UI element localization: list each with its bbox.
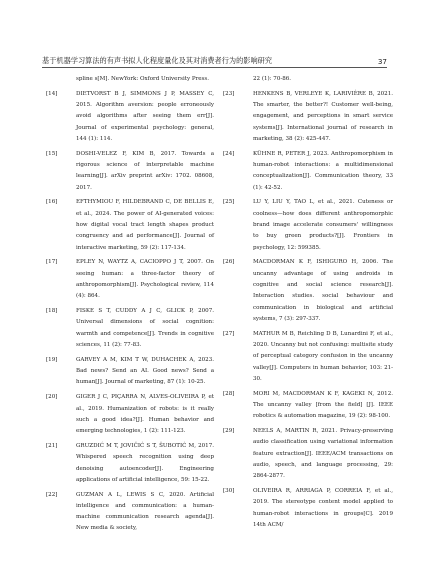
reference-text: EPLEY N, WAYTZ A, CACIOPPO J T, 2007. On seeing human: a three-factor theory of anthropomorphism[J]. Psychological review, 114 (4): 864. <box>76 259 214 300</box>
running-header <box>42 50 387 66</box>
reference-number: [26] <box>223 259 235 266</box>
reference-number: [24] <box>223 150 235 157</box>
reference-entry <box>223 257 393 325</box>
reference-number: [28] <box>223 390 235 397</box>
reference-entry <box>46 74 214 85</box>
reference-text: GRUZDIĆ M T, JOVIČIĆ S T, ŠUBOTIĆ M, 2017. Whispered speech recognition using deep denoising autoencoder[J]. Engineering applications of artificial intelligence, 59: 15-22. <box>76 442 214 483</box>
reference-number: [15] <box>46 150 58 157</box>
reference-text: MACDORMAN K F, ISHIGURO H, 2006. The uncanny advantage of using androids in cognitive and social science research[J]. Interaction studies. social behaviour and communication in biological and artificial systems, 7 (3): 297-337. <box>253 259 393 322</box>
reference-entry <box>223 197 393 253</box>
reference-entry <box>223 74 393 85</box>
reference-entry <box>223 329 393 385</box>
reference-entry <box>46 490 214 535</box>
page-number: 37 <box>377 57 387 66</box>
reference-entry <box>223 149 393 194</box>
reference-text: HENKENS B, VERLEYE K, LARIVIÈRE B, 2021. The smarter, the better?! Customer well-being, engagement, and perceptions in smart service systems[J]. International journal of research in marketing, 38 (2): 425-447. <box>253 90 393 142</box>
reference-number: [23] <box>223 90 235 97</box>
reference-number: [27] <box>223 330 235 337</box>
reference-text: DIETVORST B J, SIMMONS J P, MASSEY C, 2015. Algorithm aversion: people erroneously avoid algorithms after seeing them err[J]. Journal of experimental psychology: general, 144 (1): 114. <box>76 90 214 142</box>
reference-text: GARVEY A M, KIM T W, DUHACHEK A, 2023. Bad news? Send an AI. Good news? Send a human[J]. Journal of marketing, 87 (1): 10-25. <box>76 356 214 386</box>
reference-text: LU Y, LIU Y, TAO L, et al., 2021. Cuteness or coolness—how does different anthropomorphic brand image accelerate consumers' willingness to buy green products?[J]. Frontiers in psychology, 12: 599385. <box>253 199 393 251</box>
reference-number: [18] <box>46 308 58 315</box>
running-title: 基于机器学习算法的有声书拟人化程度量化及其对消费者行为的影响研究 <box>42 56 273 65</box>
reference-entry <box>223 389 393 423</box>
references-left-column <box>46 74 214 538</box>
reference-text: MATHUR M B, Reichling D B, Lunardini F, et al., 2020. Uncanny but not confusing: multisite study of perceptual category confusion in the uncanny valley[J]. Computers in human behavior, 103: 21-30. <box>253 330 393 382</box>
reference-text: GIGER J C, PIÇARRA N, ALVES-OLIVEIRA P, et al., 2019. Humanization of robots: is it really such a good idea?[J]. Human behavior and emerging technologies, 1 (2): 111-123. <box>76 394 214 435</box>
reference-entry <box>46 392 214 437</box>
reference-number: [14] <box>46 90 58 97</box>
reference-text: FISKE S T, CUDDY A J C, GLICK P, 2007. Universal dimensions of social cognition: warmth and competence[J]. Trends in cognitive sciences, 11 (2): 77-83. <box>76 308 214 349</box>
reference-number: [30] <box>223 488 235 495</box>
reference-entry <box>46 441 214 486</box>
reference-text: spline s[M]. NewYork: Oxford University Press. <box>76 76 209 82</box>
reference-entry <box>223 486 393 531</box>
reference-number: [16] <box>46 199 58 206</box>
reference-number: [22] <box>46 491 58 498</box>
reference-entry <box>223 426 393 482</box>
references-right-column <box>223 74 393 535</box>
reference-entry <box>46 197 214 253</box>
reference-entry <box>46 257 214 302</box>
reference-entry <box>46 355 214 389</box>
reference-entry <box>223 89 393 145</box>
header-rule <box>42 67 387 68</box>
reference-number: [21] <box>46 442 58 449</box>
reference-number: [29] <box>223 428 235 435</box>
reference-number: [25] <box>223 199 235 206</box>
reference-text: MORI M, MACDORMAN K F, KAGEKI N, 2012. The uncanny valley [from the field] [J]. IEEE robotics & automation magazine, 19 (2): 98-100. <box>253 390 393 420</box>
reference-text: GUZMAN A L, LEWIS S C, 2020. Artificial intelligence and communication: a human-machine communication research agenda[J]. New media & society, <box>76 491 214 532</box>
reference-text: NEELS A, MARTIN R, 2021. Privacy-preserving audio classification using variational information feature extraction[J]. IEEE/ACM transactions on audio, speech, and language processing, 29: 2864-2877. <box>253 428 393 480</box>
reference-text: DOSHI-VELEZ F, KIM B, 2017. Towards a rigorous science of interpretable machine learning[J]. arXiv preprint arXiv: 1702. 08608, 2017. <box>76 150 214 191</box>
reference-text: KÜHNE R, PETER J, 2023. Anthropomorphism in human-robot interactions: a multidimensional conceptualization[J]. Communication theory, 33 (1): 42-52. <box>253 150 393 191</box>
reference-number: [20] <box>46 394 58 401</box>
reference-entry <box>46 306 214 351</box>
reference-number: [17] <box>46 259 58 266</box>
reference-entry <box>46 89 214 145</box>
reference-text: 22 (1): 70-86. <box>253 76 292 82</box>
reference-entry <box>46 149 214 194</box>
reference-text: EFTHYMIOU F, HILDEBRAND C, DE BELLIS E, et al., 2024. The power of AI-generated voices: how digital vocal tract length shapes product congruency and ad performance[J]. Journal of interactive marketing, 59 (2): 117-134. <box>76 199 214 251</box>
reference-text: OLIVEIRA R, ARRIAGA P, CORREIA F, et al., 2019. The stereotype content model applied to human-robot interactions in groups[C]. 2019 14th ACM/ <box>253 488 393 528</box>
reference-number: [19] <box>46 356 58 363</box>
